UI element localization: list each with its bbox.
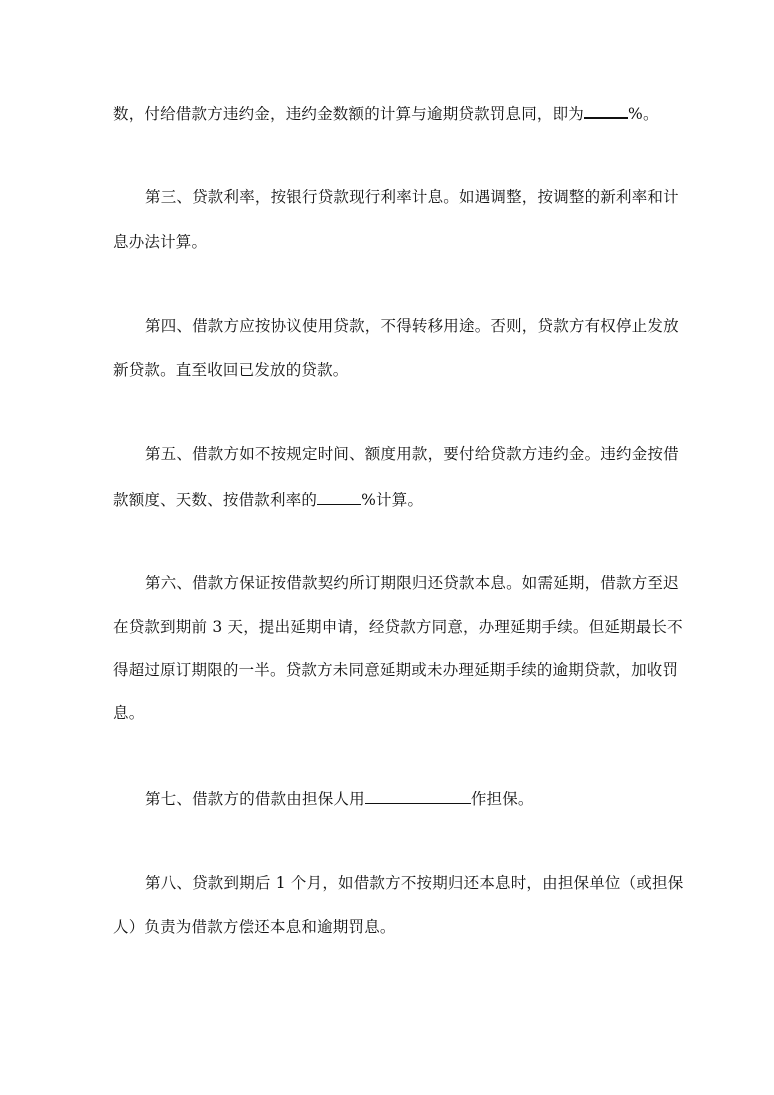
text-segment: 作担保。	[470, 790, 534, 808]
text-segment: 款额度、天数、按借款利率的	[113, 491, 318, 509]
paragraph-8-line-2: 人）负责为借款方偿还本息和逾期罚息。	[113, 918, 396, 936]
fill-in-blank[interactable]	[365, 788, 471, 804]
paragraph-4-line-1: 第四、借款方应按协议使用贷款，不得转移用途。否则，贷款方有权停止发放	[145, 317, 679, 335]
fill-in-blank[interactable]	[317, 489, 361, 505]
paragraph-6-line-2: 在贷款到期前 3 天，提出延期申请，经贷款方同意，办理延期手续。但延期最长不	[113, 618, 683, 636]
text-segment: %计算。	[361, 491, 424, 509]
paragraph-6-line-4: 息。	[113, 704, 145, 722]
paragraph-6-line-3: 得超过原订期限的一半。贷款方未同意延期或未办理延期手续的逾期贷款，加收罚	[113, 661, 679, 679]
fill-in-blank[interactable]	[584, 102, 628, 119]
paragraph-6-line-1: 第六、借款方保证按借款契约所订期限归还贷款本息。如需延期，借款方至迟	[145, 574, 679, 592]
paragraph-5-line-1: 第五、借款方如不按规定时间、额度用款，要付给贷款方违约金。违约金按借	[145, 445, 679, 463]
text-segment: %。	[628, 105, 659, 123]
paragraph-3-line-2: 息办法计算。	[113, 233, 208, 251]
paragraph-5-line-2	[113, 489, 423, 510]
paragraph-8-line-1: 第八、贷款到期后 1 个月，如借款方不按期归还本息时，由担保单位（或担保	[145, 874, 684, 892]
paragraph-4-line-2: 新贷款。直至收回已发放的贷款。	[113, 361, 349, 379]
text-segment: 数，付给借款方违约金，违约金数额的计算与逾期贷款罚息同，即为	[113, 105, 585, 123]
text-segment: 第七、借款方的借款由担保人用	[145, 790, 365, 808]
paragraph-7-line-1	[145, 788, 534, 809]
paragraph-3-line-1: 第三、贷款利率，按银行贷款现行利率计息。如遇调整，按调整的新利率和计	[145, 188, 679, 206]
paragraph-prev-line-1	[113, 102, 659, 124]
